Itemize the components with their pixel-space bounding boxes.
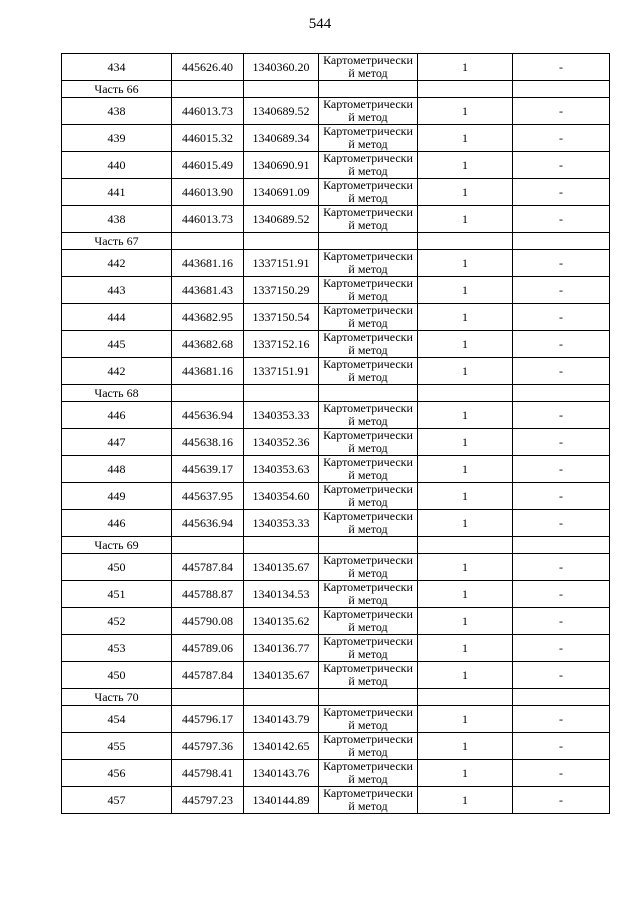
table-row xyxy=(62,787,610,814)
description-cell: - xyxy=(513,662,610,689)
empty-cell xyxy=(418,385,513,402)
point-number-cell: 447 xyxy=(62,429,172,456)
method-cell: Картометрически й метод xyxy=(319,456,418,483)
method-cell: Картометрически й метод xyxy=(319,554,418,581)
y-coordinate-cell: 1340360.20 xyxy=(244,54,319,81)
accuracy-cell: 1 xyxy=(418,402,513,429)
y-coordinate-cell: 1340691.09 xyxy=(244,179,319,206)
x-coordinate-cell: 443681.43 xyxy=(172,277,244,304)
table-row xyxy=(62,304,610,331)
x-coordinate-cell: 445798.41 xyxy=(172,760,244,787)
description-cell: - xyxy=(513,483,610,510)
part-label: Часть 69 xyxy=(62,537,172,554)
point-number-cell: 445 xyxy=(62,331,172,358)
accuracy-cell: 1 xyxy=(418,483,513,510)
point-number-cell: 440 xyxy=(62,152,172,179)
description-cell: - xyxy=(513,304,610,331)
method-cell: Картометрически й метод xyxy=(319,250,418,277)
part-header-row xyxy=(62,233,610,250)
y-coordinate-cell: 1340135.67 xyxy=(244,554,319,581)
point-number-cell: 438 xyxy=(62,206,172,233)
empty-cell xyxy=(418,81,513,98)
table-row xyxy=(62,331,610,358)
empty-cell xyxy=(172,385,244,402)
empty-cell xyxy=(172,233,244,250)
empty-cell xyxy=(319,233,418,250)
table-row xyxy=(62,608,610,635)
y-coordinate-cell: 1340689.52 xyxy=(244,206,319,233)
x-coordinate-cell: 443682.68 xyxy=(172,331,244,358)
description-cell: - xyxy=(513,581,610,608)
table-row xyxy=(62,206,610,233)
description-cell: - xyxy=(513,733,610,760)
y-coordinate-cell: 1340136.77 xyxy=(244,635,319,662)
empty-cell xyxy=(319,385,418,402)
description-cell: - xyxy=(513,608,610,635)
accuracy-cell: 1 xyxy=(418,787,513,814)
table-row xyxy=(62,554,610,581)
x-coordinate-cell: 445787.84 xyxy=(172,554,244,581)
table-row xyxy=(62,510,610,537)
method-cell: Картометрически й метод xyxy=(319,662,418,689)
point-number-cell: 441 xyxy=(62,179,172,206)
method-cell: Картометрически й метод xyxy=(319,483,418,510)
x-coordinate-cell: 445797.23 xyxy=(172,787,244,814)
point-number-cell: 439 xyxy=(62,125,172,152)
y-coordinate-cell: 1340143.79 xyxy=(244,706,319,733)
method-cell: Картометрически й метод xyxy=(319,125,418,152)
y-coordinate-cell: 1340689.52 xyxy=(244,98,319,125)
part-label: Часть 70 xyxy=(62,689,172,706)
table-row xyxy=(62,358,610,385)
empty-cell xyxy=(244,81,319,98)
empty-cell xyxy=(244,233,319,250)
description-cell: - xyxy=(513,635,610,662)
point-number-cell: 446 xyxy=(62,402,172,429)
y-coordinate-cell: 1340689.34 xyxy=(244,125,319,152)
accuracy-cell: 1 xyxy=(418,98,513,125)
table-row xyxy=(62,760,610,787)
accuracy-cell: 1 xyxy=(418,456,513,483)
empty-cell xyxy=(172,537,244,554)
y-coordinate-cell: 1340135.62 xyxy=(244,608,319,635)
table-row xyxy=(62,662,610,689)
point-number-cell: 444 xyxy=(62,304,172,331)
y-coordinate-cell: 1340134.53 xyxy=(244,581,319,608)
part-label: Часть 67 xyxy=(62,233,172,250)
accuracy-cell: 1 xyxy=(418,733,513,760)
point-number-cell: 456 xyxy=(62,760,172,787)
y-coordinate-cell: 1340690.91 xyxy=(244,152,319,179)
description-cell: - xyxy=(513,125,610,152)
accuracy-cell: 1 xyxy=(418,304,513,331)
table-row xyxy=(62,635,610,662)
point-number-cell: 448 xyxy=(62,456,172,483)
y-coordinate-cell: 1337151.91 xyxy=(244,250,319,277)
part-header-row xyxy=(62,81,610,98)
page-number: 544 xyxy=(308,16,332,32)
description-cell: - xyxy=(513,152,610,179)
x-coordinate-cell: 443681.16 xyxy=(172,358,244,385)
part-label: Часть 66 xyxy=(62,81,172,98)
accuracy-cell: 1 xyxy=(418,179,513,206)
method-cell: Картометрически й метод xyxy=(319,608,418,635)
table-row xyxy=(62,179,610,206)
point-number-cell: 454 xyxy=(62,706,172,733)
description-cell: - xyxy=(513,510,610,537)
description-cell: - xyxy=(513,554,610,581)
table-row xyxy=(62,54,610,81)
y-coordinate-cell: 1340353.33 xyxy=(244,510,319,537)
empty-cell xyxy=(172,689,244,706)
table-row xyxy=(62,277,610,304)
method-cell: Картометрически й метод xyxy=(319,331,418,358)
point-number-cell: 434 xyxy=(62,54,172,81)
accuracy-cell: 1 xyxy=(418,662,513,689)
method-cell: Картометрически й метод xyxy=(319,581,418,608)
y-coordinate-cell: 1340353.33 xyxy=(244,402,319,429)
table-row xyxy=(62,733,610,760)
accuracy-cell: 1 xyxy=(418,152,513,179)
accuracy-cell: 1 xyxy=(418,331,513,358)
coordinates-table xyxy=(61,53,610,814)
part-header-row xyxy=(62,689,610,706)
x-coordinate-cell: 446015.49 xyxy=(172,152,244,179)
accuracy-cell: 1 xyxy=(418,635,513,662)
part-label: Часть 68 xyxy=(62,385,172,402)
point-number-cell: 452 xyxy=(62,608,172,635)
empty-cell xyxy=(319,689,418,706)
description-cell: - xyxy=(513,706,610,733)
method-cell: Картометрически й метод xyxy=(319,787,418,814)
y-coordinate-cell: 1340142.65 xyxy=(244,733,319,760)
accuracy-cell: 1 xyxy=(418,358,513,385)
x-coordinate-cell: 445636.94 xyxy=(172,510,244,537)
y-coordinate-cell: 1340143.76 xyxy=(244,760,319,787)
y-coordinate-cell: 1340353.63 xyxy=(244,456,319,483)
table-row xyxy=(62,250,610,277)
accuracy-cell: 1 xyxy=(418,206,513,233)
point-number-cell: 443 xyxy=(62,277,172,304)
point-number-cell: 442 xyxy=(62,358,172,385)
method-cell: Картометрически й метод xyxy=(319,179,418,206)
description-cell: - xyxy=(513,429,610,456)
y-coordinate-cell: 1340135.67 xyxy=(244,662,319,689)
method-cell: Картометрически й метод xyxy=(319,510,418,537)
method-cell: Картометрически й метод xyxy=(319,277,418,304)
x-coordinate-cell: 446015.32 xyxy=(172,125,244,152)
point-number-cell: 450 xyxy=(62,554,172,581)
accuracy-cell: 1 xyxy=(418,581,513,608)
table-row xyxy=(62,98,610,125)
table-row xyxy=(62,125,610,152)
empty-cell xyxy=(244,689,319,706)
table-row xyxy=(62,152,610,179)
x-coordinate-cell: 445636.94 xyxy=(172,402,244,429)
method-cell: Картометрически й метод xyxy=(319,635,418,662)
table-row xyxy=(62,429,610,456)
table-row xyxy=(62,402,610,429)
y-coordinate-cell: 1340144.89 xyxy=(244,787,319,814)
table-row xyxy=(62,456,610,483)
x-coordinate-cell: 443681.16 xyxy=(172,250,244,277)
accuracy-cell: 1 xyxy=(418,277,513,304)
accuracy-cell: 1 xyxy=(418,608,513,635)
point-number-cell: 446 xyxy=(62,510,172,537)
point-number-cell: 451 xyxy=(62,581,172,608)
description-cell: - xyxy=(513,250,610,277)
empty-cell xyxy=(319,81,418,98)
empty-cell xyxy=(418,689,513,706)
table-row xyxy=(62,483,610,510)
method-cell: Картометрически й метод xyxy=(319,358,418,385)
table-row xyxy=(62,581,610,608)
accuracy-cell: 1 xyxy=(418,760,513,787)
accuracy-cell: 1 xyxy=(418,554,513,581)
description-cell: - xyxy=(513,456,610,483)
accuracy-cell: 1 xyxy=(418,510,513,537)
method-cell: Картометрически й метод xyxy=(319,304,418,331)
x-coordinate-cell: 446013.90 xyxy=(172,179,244,206)
x-coordinate-cell: 445639.17 xyxy=(172,456,244,483)
description-cell: - xyxy=(513,402,610,429)
description-cell: - xyxy=(513,179,610,206)
empty-cell xyxy=(418,537,513,554)
empty-cell xyxy=(244,537,319,554)
table-body xyxy=(62,54,610,814)
method-cell: Картометрически й метод xyxy=(319,402,418,429)
x-coordinate-cell: 446013.73 xyxy=(172,98,244,125)
description-cell: - xyxy=(513,54,610,81)
empty-cell xyxy=(244,385,319,402)
point-number-cell: 438 xyxy=(62,98,172,125)
x-coordinate-cell: 443682.95 xyxy=(172,304,244,331)
description-cell: - xyxy=(513,98,610,125)
empty-cell xyxy=(418,233,513,250)
x-coordinate-cell: 445789.06 xyxy=(172,635,244,662)
point-number-cell: 453 xyxy=(62,635,172,662)
description-cell: - xyxy=(513,760,610,787)
empty-cell xyxy=(513,81,610,98)
description-cell: - xyxy=(513,331,610,358)
method-cell: Картометрически й метод xyxy=(319,206,418,233)
method-cell: Картометрически й метод xyxy=(319,760,418,787)
y-coordinate-cell: 1340352.36 xyxy=(244,429,319,456)
point-number-cell: 457 xyxy=(62,787,172,814)
x-coordinate-cell: 445638.16 xyxy=(172,429,244,456)
method-cell: Картометрически й метод xyxy=(319,152,418,179)
empty-cell xyxy=(513,233,610,250)
accuracy-cell: 1 xyxy=(418,125,513,152)
accuracy-cell: 1 xyxy=(418,54,513,81)
empty-cell xyxy=(319,537,418,554)
description-cell: - xyxy=(513,358,610,385)
x-coordinate-cell: 445626.40 xyxy=(172,54,244,81)
point-number-cell: 442 xyxy=(62,250,172,277)
accuracy-cell: 1 xyxy=(418,706,513,733)
part-header-row xyxy=(62,385,610,402)
method-cell: Картометрически й метод xyxy=(319,733,418,760)
part-header-row xyxy=(62,537,610,554)
method-cell: Картометрически й метод xyxy=(319,98,418,125)
x-coordinate-cell: 445788.87 xyxy=(172,581,244,608)
y-coordinate-cell: 1337150.29 xyxy=(244,277,319,304)
y-coordinate-cell: 1340354.60 xyxy=(244,483,319,510)
method-cell: Картометрически й метод xyxy=(319,54,418,81)
point-number-cell: 450 xyxy=(62,662,172,689)
accuracy-cell: 1 xyxy=(418,429,513,456)
x-coordinate-cell: 445796.17 xyxy=(172,706,244,733)
table-row xyxy=(62,706,610,733)
x-coordinate-cell: 445790.08 xyxy=(172,608,244,635)
description-cell: - xyxy=(513,277,610,304)
x-coordinate-cell: 445797.36 xyxy=(172,733,244,760)
description-cell: - xyxy=(513,206,610,233)
y-coordinate-cell: 1337151.91 xyxy=(244,358,319,385)
method-cell: Картометрически й метод xyxy=(319,429,418,456)
y-coordinate-cell: 1337150.54 xyxy=(244,304,319,331)
empty-cell xyxy=(172,81,244,98)
description-cell: - xyxy=(513,787,610,814)
empty-cell xyxy=(513,689,610,706)
x-coordinate-cell: 445787.84 xyxy=(172,662,244,689)
accuracy-cell: 1 xyxy=(418,250,513,277)
x-coordinate-cell: 446013.73 xyxy=(172,206,244,233)
x-coordinate-cell: 445637.95 xyxy=(172,483,244,510)
point-number-cell: 455 xyxy=(62,733,172,760)
empty-cell xyxy=(513,385,610,402)
empty-cell xyxy=(513,537,610,554)
y-coordinate-cell: 1337152.16 xyxy=(244,331,319,358)
point-number-cell: 449 xyxy=(62,483,172,510)
method-cell: Картометрически й метод xyxy=(319,706,418,733)
